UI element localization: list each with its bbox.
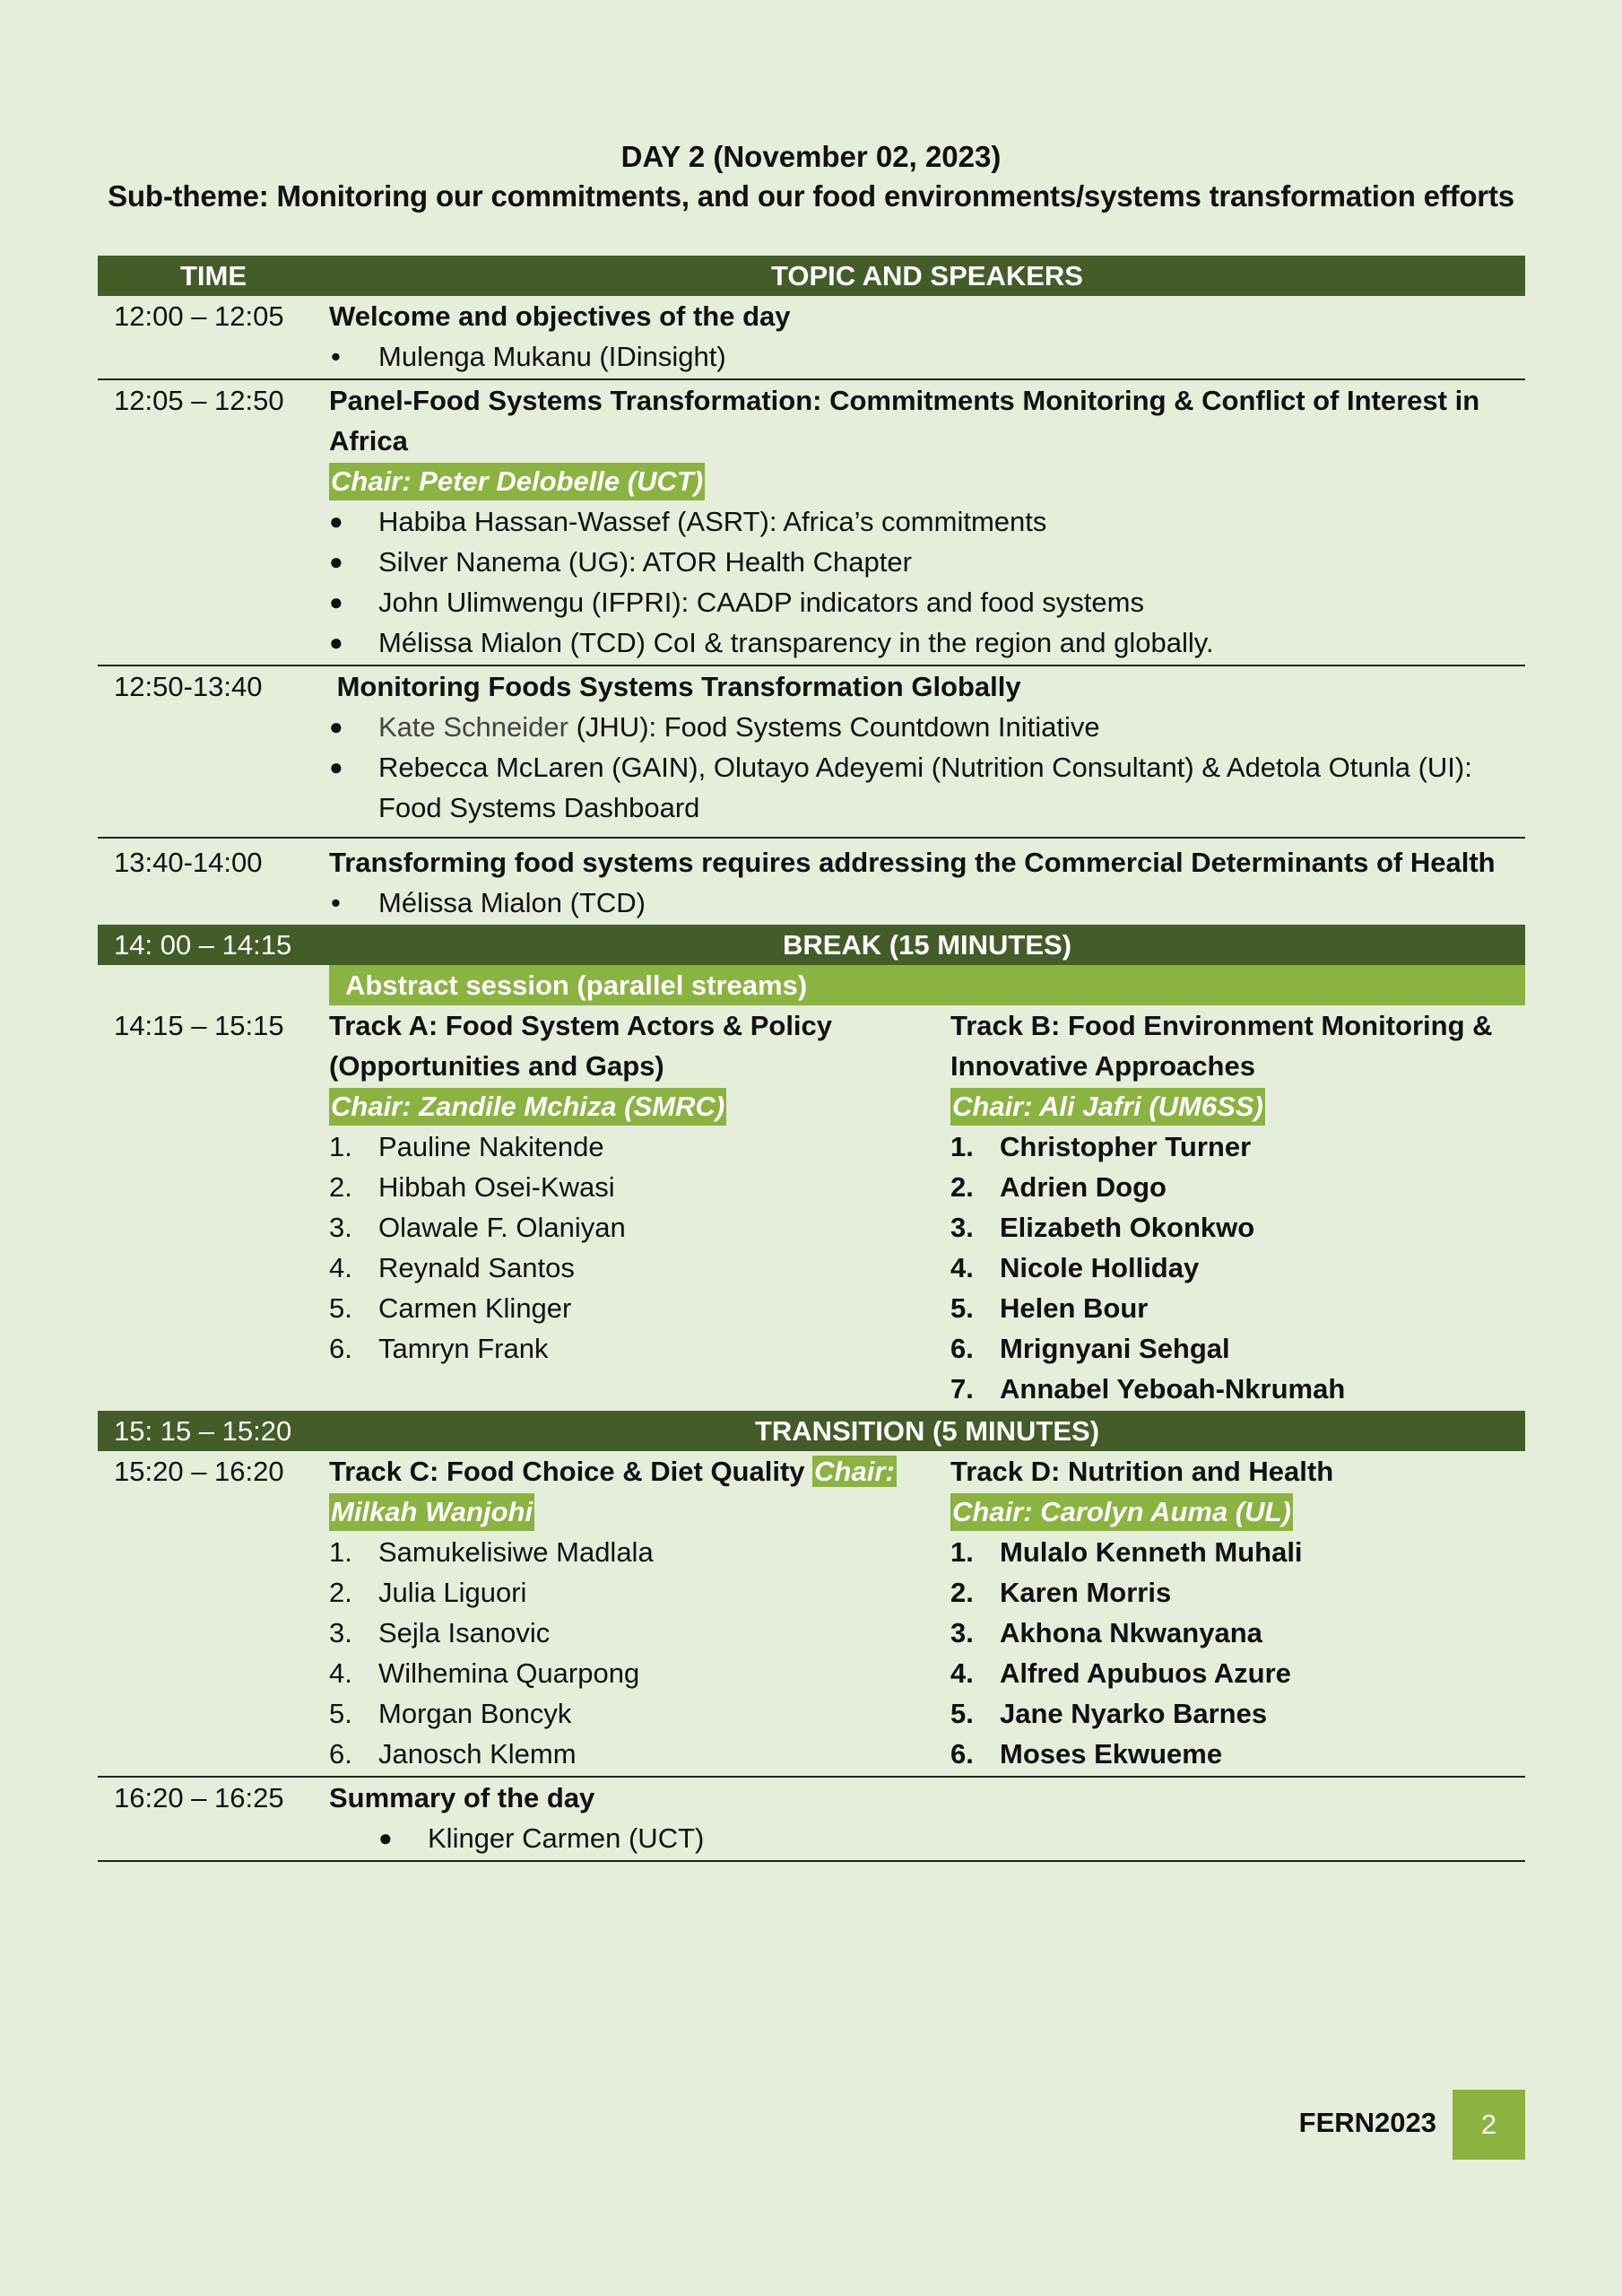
presenter-list [950,1532,1516,1774]
list-item: 3. Sejla Isanovic [329,1617,551,1648]
table-header [98,256,1525,296]
session-title: Summary of the day [329,1782,595,1813]
session-time: 12:05 – 12:50 [114,385,284,416]
table-row [98,1005,1525,1411]
session-title: Monitoring Foods Systems Transformation Globally [329,671,1021,702]
table-row [98,1778,1525,1862]
list-item: 3. Olawale F. Olaniyan [329,1212,626,1243]
chair-label: Chair: Peter Delobelle (UCT) [329,463,705,500]
table-row [98,1451,1525,1778]
transition-row [98,1411,1525,1451]
speaker-detail: (JHU): Food Systems Countdown Initiative [568,711,1100,743]
list-item: 6. Mrignyani Sehgal [950,1333,1230,1364]
speaker-name: Kate Schneider [378,711,568,743]
agenda-table [98,256,1525,1862]
page-title: DAY 2 (November 02, 2023) [620,140,1002,173]
list-item: 4. Nicole Holliday [950,1252,1200,1283]
table-row [98,839,1525,925]
speaker-item: • Mulenga Mukanu (IDinsight) [329,336,1516,377]
parallel-tracks [329,1451,1525,1774]
session-topic [329,666,1525,828]
presenter-list [950,1126,1516,1409]
presenter-list [329,1126,950,1369]
chair-label: Chair: Carolyn Auma (UL) [950,1493,1293,1531]
list-item: 5. Jane Nyarko Barnes [950,1698,1268,1729]
topic-column-header: TOPIC AND SPEAKERS [771,260,1083,291]
session-time: 14:15 – 15:15 [114,1010,284,1041]
session-time: 13:40-14:00 [114,847,263,878]
abstract-session-label: Abstract session (parallel streams) [329,965,1525,1005]
speaker-item: ● Habiba Hassan-Wassef (ASRT): Africa’s commitments [329,501,1516,542]
track-a [329,1005,950,1409]
speaker-list [329,501,1516,663]
list-item: 1. Samukelisiwe Madlala [329,1536,654,1568]
list-item: 1. Mulalo Kenneth Muhali [950,1536,1303,1568]
table-row [98,666,1525,839]
page-number: 2 [1453,2090,1525,2160]
speaker-item: ● Mélissa Mialon (TCD) CoI & transparency in the region and globally. [329,622,1516,663]
track-title: Track D: Nutrition and Health [950,1456,1334,1487]
list-item: 5. Morgan Boncyk [329,1698,572,1729]
track-title-with-chair [329,1451,950,1492]
session-time: 15:20 – 16:20 [114,1456,284,1487]
list-item: 4. Alfred Apubuos Azure [950,1657,1291,1689]
table-row [98,296,1525,380]
chair-label: Chair: Zandile Mchiza (SMRC) [329,1088,726,1126]
list-item: 2. Karen Morris [950,1577,1172,1608]
track-title: Track A: Food System Actors & Policy (Opportunities and Gaps) [329,1010,833,1082]
chair-label: Chair: [814,1456,895,1487]
session-title: Transforming food systems requires addressing the Commercial Determinants of Health [329,847,1496,878]
session-time: 12:00 – 12:05 [114,300,284,332]
speaker-list [329,883,1516,923]
session-topic [329,296,1525,377]
session-time: 12:50-13:40 [114,671,263,702]
track-title: Track C: Food Choice & Diet Quality [329,1456,813,1487]
session-topic [329,842,1525,923]
presenter-list [329,1532,950,1774]
session-topic [329,1778,1525,1858]
parallel-tracks [329,1005,1525,1409]
speaker-list [329,336,1516,377]
footer-label: FERN2023 [1298,2107,1436,2138]
chair-name: Milkah Wanjohi [329,1493,534,1531]
speaker-item [329,707,1516,747]
speaker-list [329,1818,1516,1858]
speaker-item: • Mélissa Mialon (TCD) [329,883,1516,923]
list-item: 1. Pauline Nakitende [329,1131,604,1162]
list-item: 1. Christopher Turner [950,1131,1252,1162]
speaker-item: ● Silver Nanema (UG): ATOR Health Chapter [329,542,1516,582]
speaker-item: ● Klinger Carmen (UCT) [329,1818,1516,1858]
transition-time: 15: 15 – 15:20 [114,1415,292,1447]
track-title: Track B: Food Environment Monitoring & Innovative Approaches [950,1010,1493,1082]
list-item: 5. Helen Bour [950,1292,1149,1324]
list-item: 2. Adrien Dogo [950,1171,1167,1203]
list-item: 2. Julia Liguori [329,1577,527,1608]
list-item: 4. Reynald Santos [329,1252,575,1283]
list-item: 6. Moses Ekwueme [950,1738,1223,1770]
session-title: Welcome and objectives of the day [329,300,791,332]
list-item: 6. Janosch Klemm [329,1738,577,1770]
page-subtitle: Sub-theme: Monitoring our commitments, and our food environments/systems transformation efforts [108,179,1514,213]
break-label: BREAK (15 MINUTES) [782,929,1072,961]
track-b [950,1005,1516,1409]
list-item: 6. Tamryn Frank [329,1333,549,1364]
speaker-item: ● Rebecca McLaren (GAIN), Olutayo Adeyemi (Nutrition Consultant) & Adetola Otunla (UI): Food Systems Dashboard [329,747,1516,828]
speaker-list [329,707,1516,828]
list-item: 2. Hibbah Osei-Kwasi [329,1171,615,1203]
list-item: 3. Akhona Nkwanyana [950,1617,1262,1648]
list-item: 7. Annabel Yeboah-Nkrumah [950,1373,1346,1405]
track-d [950,1451,1516,1774]
chair-label: Chair: Ali Jafri (UM6SS) [950,1088,1265,1126]
table-row [98,380,1525,666]
list-item: 5. Carmen Klinger [329,1292,572,1324]
list-item: 3. Elizabeth Okonkwo [950,1212,1255,1243]
session-topic [329,380,1525,663]
list-item: 4. Wilhemina Quarpong [329,1657,640,1689]
break-time: 14: 00 – 14:15 [114,929,292,961]
session-title: Panel-Food Systems Transformation: Commitments Monitoring & Conflict of Interest in Africa [329,385,1480,457]
track-c [329,1451,950,1774]
speaker-item: ● John Ulimwengu (IFPRI): CAADP indicators and food systems [329,582,1516,622]
time-column-header: TIME [179,260,247,291]
transition-label: TRANSITION (5 MINUTES) [754,1415,1100,1447]
session-time: 16:20 – 16:25 [114,1782,284,1813]
break-row [98,925,1525,965]
